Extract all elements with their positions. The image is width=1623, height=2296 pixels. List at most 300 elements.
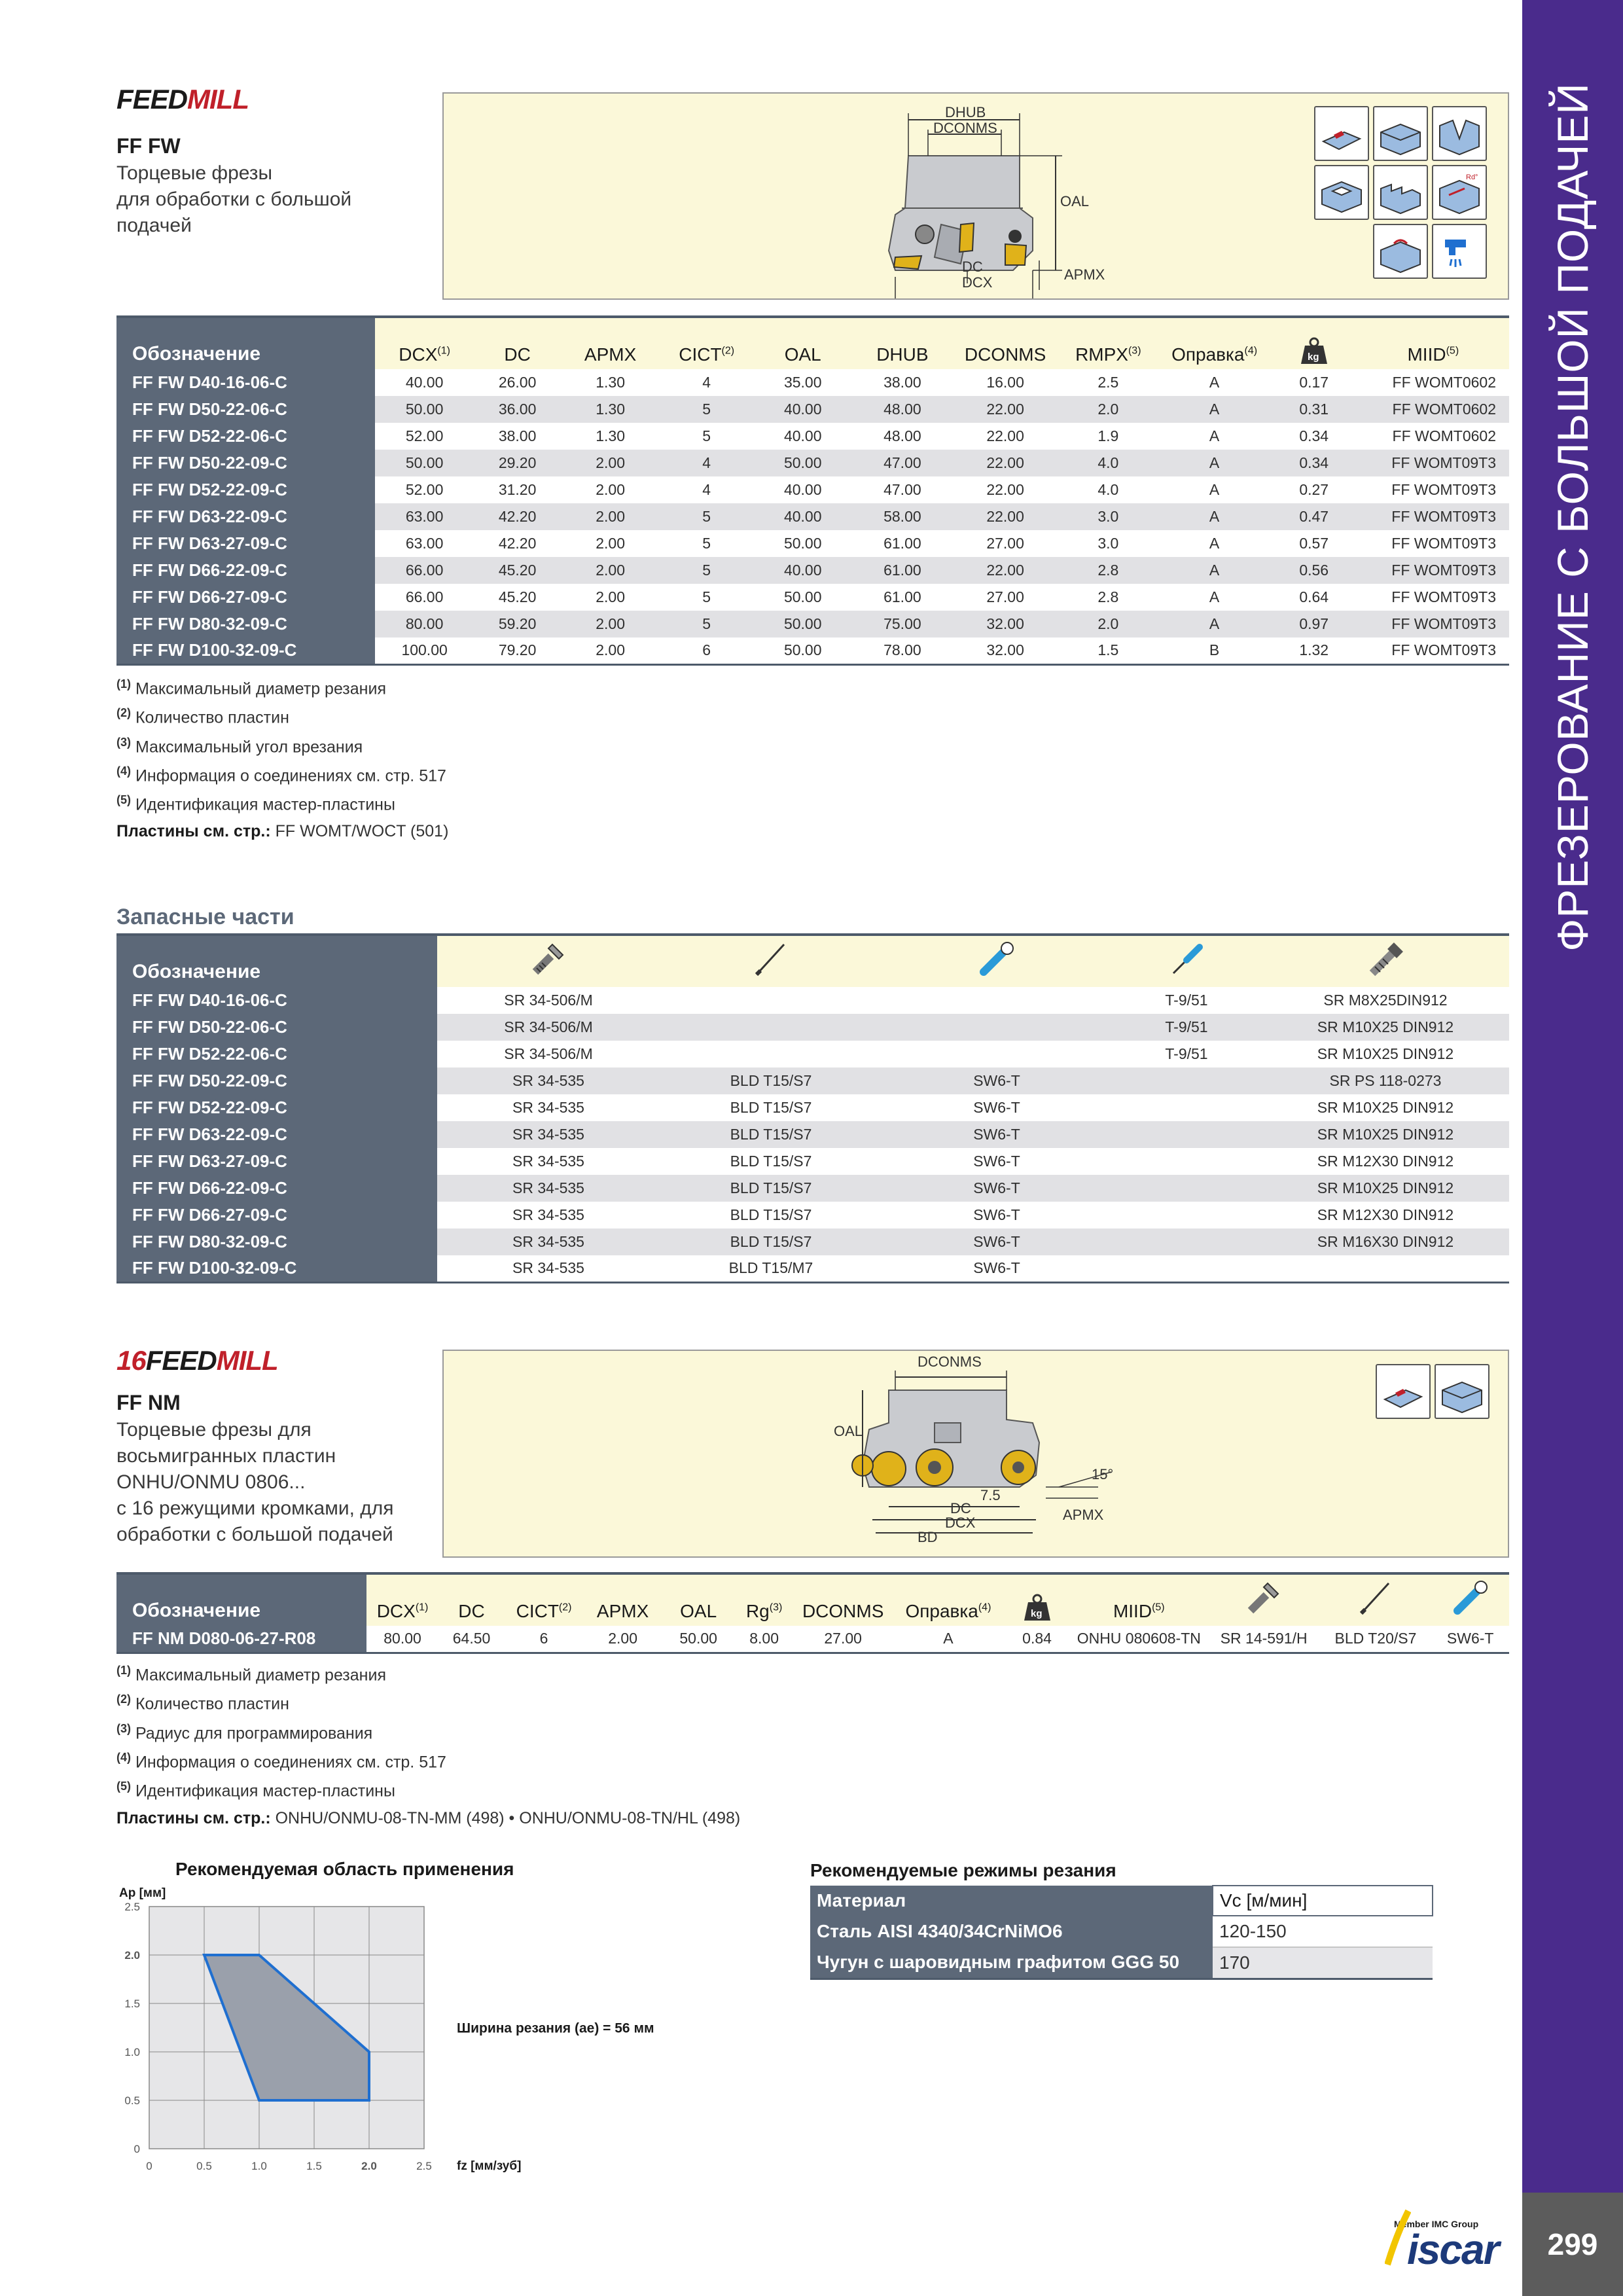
logo-mill-text: MILL [216, 1345, 278, 1376]
cell-dc: 38.00 [474, 423, 561, 450]
col-dconms: DCONMS [794, 1573, 893, 1626]
cell-name: FF FW D50-22-06-C [116, 1014, 437, 1041]
cell-name: FF FW D66-27-09-C [116, 1202, 437, 1229]
col-apmx: APMX [583, 1573, 662, 1626]
x-tick-label: 0 [146, 2160, 152, 2172]
dim-angle: 15° [1092, 1466, 1114, 1482]
col-name: Обозначение [116, 935, 437, 987]
cell-cict: 4 [660, 369, 753, 396]
cell-wrench [882, 1041, 1111, 1067]
col-dcx-label: DCX [376, 1601, 416, 1621]
table-row [116, 1255, 1509, 1282]
cell-wrench: SW6-T [882, 1255, 1111, 1282]
tool-diagram-panel [442, 1350, 1509, 1558]
cell-dhub: 58.00 [853, 503, 952, 530]
cell-driver [1111, 1094, 1262, 1121]
cell-dcx: 100.00 [375, 637, 474, 664]
cell-oal: 50.00 [753, 530, 853, 557]
cell-cict: 5 [660, 557, 753, 584]
coolant-icon [1432, 224, 1487, 279]
cell-kg: 0.34 [1271, 423, 1357, 450]
desc-line: ONHU/ONMU 0806... [116, 1471, 306, 1493]
col-arbor-label: Оправка [905, 1601, 978, 1621]
cell-arbor: A [1158, 611, 1270, 637]
cell-material: Чугун с шаровидным графитом GGG 50 [810, 1947, 1213, 1979]
cell-dc: 45.20 [474, 584, 561, 611]
cell-dcx: 66.00 [375, 584, 474, 611]
cell-dc: 64.50 [438, 1626, 504, 1653]
col-key [660, 935, 882, 987]
dim-radius: 7.5 [980, 1487, 1001, 1503]
cell-arbor: A [1158, 423, 1270, 450]
table-row [116, 1229, 1509, 1255]
cell-bolt: SR M10X25 DIN912 [1262, 1121, 1509, 1148]
cell-oal: 50.00 [662, 1626, 735, 1653]
ff-nm-spec-table [116, 1572, 1509, 1654]
step-milling-icon [1373, 165, 1428, 220]
col-dcx [375, 317, 474, 369]
dim-apmx: APMX [1063, 1507, 1104, 1523]
col-key [1320, 1573, 1432, 1626]
chart-title: Рекомендуемая область применения [175, 1859, 514, 1879]
cell-dconms: 27.00 [952, 530, 1058, 557]
col-dhub: DHUB [853, 317, 952, 369]
ff-fw-inserts-reference [116, 822, 448, 841]
footnote-ref: (1) [437, 345, 450, 357]
cell-miid: ONHU 080608-TN [1070, 1626, 1208, 1653]
cell-miid: FF WOMT09T3 [1357, 584, 1509, 611]
cell-dhub: 48.00 [853, 423, 952, 450]
table-row [116, 1067, 1509, 1094]
cell-cict: 5 [660, 530, 753, 557]
cell-bolt: SR M12X30 DIN912 [1262, 1148, 1509, 1175]
cell-screw: SR 34-535 [437, 1175, 660, 1202]
cell-screw: SR 34-535 [437, 1255, 660, 1282]
spare-parts-table-body [116, 987, 1509, 1282]
cell-driver [1111, 1067, 1262, 1094]
cell-cict: 4 [660, 476, 753, 503]
cell-dc: 45.20 [474, 557, 561, 584]
cell-vc: 120-150 [1213, 1916, 1433, 1947]
table-row [116, 1014, 1509, 1041]
cell-dconms: 32.00 [952, 611, 1058, 637]
cell-oal: 35.00 [753, 369, 853, 396]
footnote-mark: (2) [116, 706, 131, 720]
col-arbor [893, 1573, 1005, 1626]
cell-dcx: 66.00 [375, 557, 474, 584]
cell-dconms: 27.00 [952, 584, 1058, 611]
cell-cict: 5 [660, 611, 753, 637]
table-row [116, 503, 1509, 530]
cell-dhub: 75.00 [853, 611, 952, 637]
cell-apmx: 2.00 [561, 637, 660, 664]
cell-driver [1111, 1255, 1262, 1282]
col-driver [1111, 935, 1262, 987]
footnote-ref: (4) [978, 1602, 991, 1613]
table-row [116, 1202, 1509, 1229]
ff-fw-footnotes [116, 672, 446, 817]
tool-diagram-panel [442, 92, 1509, 300]
ramping-icon [1432, 165, 1487, 220]
cell-oal: 50.00 [753, 611, 853, 637]
face-milling-icon [1314, 106, 1369, 161]
footnote-ref: (3) [769, 1602, 783, 1613]
table-row [116, 584, 1509, 611]
cell-rmpx: 3.0 [1058, 503, 1158, 530]
cell-apmx: 2.00 [561, 557, 660, 584]
cell-rmpx: 2.0 [1058, 611, 1158, 637]
cell-name: FF FW D66-22-09-C [116, 1175, 437, 1202]
cell-screw: SR 34-535 [437, 1148, 660, 1175]
cell-dc: 59.20 [474, 611, 561, 637]
cell-wrench [882, 987, 1111, 1014]
ff-nm-inserts-reference [116, 1809, 740, 1828]
cell-dhub: 48.00 [853, 396, 952, 423]
cell-screw: SR 34-535 [437, 1229, 660, 1255]
cell-kg: 0.97 [1271, 611, 1357, 637]
footnote-ref: (5) [1446, 345, 1459, 357]
table-row [116, 611, 1509, 637]
member-group-text: Member IMC Group [1394, 2219, 1479, 2229]
cell-rmpx: 1.5 [1058, 637, 1158, 664]
col-dconms: DCONMS [952, 317, 1058, 369]
page-number: 299 [1547, 2227, 1598, 2261]
footnote-ref: (3) [1128, 345, 1141, 357]
cell-dcx: 50.00 [375, 450, 474, 476]
spare-parts-title: Запасные части [116, 905, 294, 929]
dim-dcx: DCX [962, 274, 993, 291]
cell-key: BLD T15/S7 [660, 1148, 882, 1175]
cell-wrench: SW6-T [882, 1202, 1111, 1229]
cell-dc: 42.20 [474, 503, 561, 530]
footnote-text: Радиус для программирования [135, 1723, 373, 1742]
cell-arbor: B [1158, 637, 1270, 664]
col-miid [1070, 1573, 1208, 1626]
cell-bolt: SR M10X25 DIN912 [1262, 1175, 1509, 1202]
cell-driver [1111, 1148, 1262, 1175]
cell-kg: 0.56 [1271, 557, 1357, 584]
cell-dcx: 52.00 [375, 423, 474, 450]
col-screw [437, 935, 660, 987]
cell-apmx: 2.00 [561, 503, 660, 530]
footnote [116, 1774, 446, 1803]
cell-key: BLD T15/M7 [660, 1255, 882, 1282]
cell-dhub: 78.00 [853, 637, 952, 664]
screwdriver-icon [1167, 939, 1206, 978]
cell-apmx: 2.00 [561, 450, 660, 476]
cell-apmx: 1.30 [561, 369, 660, 396]
col-apmx: APMX [561, 317, 660, 369]
cell-apmx: 2.00 [561, 530, 660, 557]
x-tick-label: 1.5 [306, 2160, 322, 2172]
table-row [116, 369, 1509, 396]
cell-bolt [1262, 1255, 1509, 1282]
cell-key: BLD T20/S7 [1320, 1626, 1432, 1653]
footnote-ref: (1) [415, 1602, 429, 1613]
cell-apmx: 1.30 [561, 396, 660, 423]
cell-rmpx: 1.9 [1058, 423, 1158, 450]
x-tick-label: 1.0 [251, 2160, 267, 2172]
helical-interpolation-icon [1373, 224, 1428, 279]
cell-name: FF FW D63-22-09-C [116, 503, 375, 530]
cell-name: FF FW D63-22-09-C [116, 1121, 437, 1148]
cell-rmpx: 2.5 [1058, 369, 1158, 396]
application-area-chart [116, 1877, 771, 2185]
weight-unit: kg [1030, 1608, 1043, 1619]
table-row [116, 423, 1509, 450]
cell-key: BLD T15/S7 [660, 1175, 882, 1202]
cell-miid: FF WOMT0602 [1357, 369, 1509, 396]
product-code: FF FW [116, 134, 181, 158]
cell-dconms: 32.00 [952, 637, 1058, 664]
y-tick-label: 1.5 [124, 1998, 140, 2010]
dim-dcx: DCX [945, 1515, 976, 1531]
y-tick-label: 0.5 [124, 2094, 140, 2107]
cell-oal: 40.00 [753, 503, 853, 530]
footnote-text: Информация о соединениях см. стр. 517 [135, 766, 446, 785]
cell-dcx: 40.00 [375, 369, 474, 396]
cell-kg: 1.32 [1271, 637, 1357, 664]
page-number-box [1522, 2193, 1623, 2296]
footnote-text: Количество пластин [135, 1695, 289, 1713]
footnote-text: Идентификация мастер-пластины [135, 795, 395, 814]
cell-dc: 29.20 [474, 450, 561, 476]
y-tick-label: 2.5 [124, 1901, 140, 1913]
cell-dhub: 61.00 [853, 557, 952, 584]
cell-name: FF FW D100-32-09-C [116, 637, 375, 664]
logo-feed-text: FEED [145, 1345, 217, 1376]
iscar-logo: iscar [1407, 2226, 1499, 2273]
inserts-link[interactable]: ONHU/ONMU-08-TN-MM (498) • ONHU/ONMU-08-TN/HL (498) [275, 1809, 741, 1827]
cell-apmx: 1.30 [561, 423, 660, 450]
table-row [116, 450, 1509, 476]
footnote-text: Идентификация мастер-пластины [135, 1782, 395, 1801]
logo-16-text: 16 [116, 1345, 146, 1376]
col-dc: DC [474, 317, 561, 369]
table-row [810, 1947, 1433, 1979]
cell-arbor: A [1158, 369, 1270, 396]
y-axis-label: Ap [мм] [119, 1886, 166, 1900]
col-screw [1208, 1573, 1320, 1626]
cell-apmx: 2.00 [561, 476, 660, 503]
col-cict-label: CICT [679, 344, 722, 365]
cell-rmpx: 2.0 [1058, 396, 1158, 423]
col-vc: Vc [м/мин] [1213, 1886, 1433, 1916]
desc-line: для обработки с большой [116, 188, 352, 210]
screw-icon [529, 939, 568, 978]
spare-parts-table [116, 933, 1509, 1283]
cell-name: FF FW D52-22-06-C [116, 423, 375, 450]
cell-name: FF FW D52-22-09-C [116, 1094, 437, 1121]
footnote-mark: (5) [116, 1780, 131, 1793]
cutting-conditions-table [810, 1885, 1433, 1980]
cell-dconms: 22.00 [952, 450, 1058, 476]
cell-key: BLD T15/S7 [660, 1229, 882, 1255]
cell-apmx: 2.00 [583, 1626, 662, 1653]
y-tick-label: 1.0 [124, 2046, 140, 2058]
table-row [116, 557, 1509, 584]
cell-dconms: 22.00 [952, 396, 1058, 423]
col-weight [1004, 1573, 1069, 1626]
x-tick-label: 2.0 [361, 2160, 377, 2172]
torx-key-icon [751, 939, 791, 978]
cell-arbor: A [1158, 530, 1270, 557]
cell-wrench: SW6-T [882, 1121, 1111, 1148]
x-tick-label: 0.5 [196, 2160, 212, 2172]
table-row [116, 637, 1509, 664]
cell-name: FF FW D80-32-09-C [116, 1229, 437, 1255]
col-dc: DC [438, 1573, 504, 1626]
cell-dcx: 80.00 [366, 1626, 439, 1653]
dim-oal: OAL [1060, 193, 1090, 209]
cell-kg: 0.27 [1271, 476, 1357, 503]
shoulder-milling-icon [1373, 106, 1428, 161]
footnote-ref: (5) [1152, 1602, 1165, 1613]
cell-kg: 0.31 [1271, 396, 1357, 423]
cell-driver: T-9/51 [1111, 1014, 1262, 1041]
logo-mill-text: MILL [187, 84, 249, 115]
inserts-link[interactable]: FF WOMT/WOCT (501) [275, 822, 449, 840]
table-row [116, 987, 1509, 1014]
cell-wrench: SW6-T [882, 1175, 1111, 1202]
cell-rmpx: 3.0 [1058, 530, 1158, 557]
cell-cict: 4 [660, 450, 753, 476]
cell-cict: 5 [660, 584, 753, 611]
cell-dcx: 80.00 [375, 611, 474, 637]
table-row [116, 530, 1509, 557]
cell-miid: FF WOMT09T3 [1357, 476, 1509, 503]
cell-dcx: 50.00 [375, 396, 474, 423]
cell-oal: 40.00 [753, 396, 853, 423]
cell-name: FF FW D50-22-09-C [116, 1067, 437, 1094]
cell-kg: 0.17 [1271, 369, 1357, 396]
cell-miid: FF WOMT0602 [1357, 396, 1509, 423]
cell-miid: FF WOMT0602 [1357, 423, 1509, 450]
footnote [116, 701, 446, 730]
cell-miid: FF WOMT09T3 [1357, 557, 1509, 584]
cell-name: FF FW D52-22-06-C [116, 1041, 437, 1067]
chart-annotation: Ширина резания (ae) = 56 мм [457, 2020, 654, 2036]
cell-wrench: SW6-T [882, 1148, 1111, 1175]
footnote [116, 788, 446, 817]
cell-miid: FF WOMT09T3 [1357, 637, 1509, 664]
col-arbor-label: Оправка [1171, 344, 1245, 365]
cell-bolt: SR M10X25 DIN912 [1262, 1041, 1509, 1067]
footnote-mark: (2) [116, 1693, 131, 1706]
table-row [116, 1094, 1509, 1121]
cell-driver [1111, 1175, 1262, 1202]
cell-dconms: 16.00 [952, 369, 1058, 396]
cutting-conditions-title: Рекомендуемые режимы резания [810, 1860, 1116, 1880]
cell-key: BLD T15/S7 [660, 1202, 882, 1229]
col-rg [734, 1573, 793, 1626]
cell-kg: 0.64 [1271, 584, 1357, 611]
product-description [116, 1417, 394, 1548]
cell-material: Сталь AISI 4340/34CrNiMO6 [810, 1916, 1213, 1947]
col-rg-label: Rg [745, 1601, 770, 1621]
cell-driver [1111, 1121, 1262, 1148]
cell-rmpx: 2.8 [1058, 584, 1158, 611]
cell-name: FF FW D52-22-09-C [116, 476, 375, 503]
face-milling-icon [1376, 1364, 1431, 1419]
desc-line: с 16 режущими кромками, для [116, 1498, 394, 1519]
cell-bolt: SR M16X30 DIN912 [1262, 1229, 1509, 1255]
col-miid [1357, 317, 1509, 369]
cell-bolt: SR M12X30 DIN912 [1262, 1202, 1509, 1229]
cell-driver [1111, 1202, 1262, 1229]
x-tick-label: 2.5 [416, 2160, 432, 2172]
ff-nm-footnotes [116, 1659, 446, 1804]
cell-name: FF NM D080-06-27-R08 [116, 1626, 366, 1653]
cell-kg: 0.34 [1271, 450, 1357, 476]
y-tick-label: 2.0 [124, 1949, 140, 1962]
weight-unit: kg [1307, 351, 1319, 363]
col-oal: OAL [753, 317, 853, 369]
footnote-mark: (1) [116, 1664, 131, 1677]
footnote-mark: (4) [116, 1750, 131, 1764]
dim-dc: DC [950, 1500, 971, 1516]
cell-rmpx: 4.0 [1058, 450, 1158, 476]
table-row [116, 396, 1509, 423]
cell-wrench: SW6-T [1431, 1626, 1509, 1653]
cell-arbor: A [1158, 396, 1270, 423]
desc-line: подачей [116, 215, 192, 236]
cell-wrench [882, 1014, 1111, 1041]
inserts-label: Пластины см. стр.: [116, 1809, 271, 1827]
col-cict-label: CICT [516, 1601, 559, 1621]
cell-oal: 40.00 [753, 476, 853, 503]
cell-wrench: SW6-T [882, 1229, 1111, 1255]
cell-key [660, 1041, 882, 1067]
logo-feed-text: FEED [116, 84, 188, 115]
cell-key: BLD T15/S7 [660, 1067, 882, 1094]
desc-line: Торцевые фрезы [116, 162, 273, 184]
cell-bolt: SR PS 118-0273 [1262, 1067, 1509, 1094]
cell-cict: 5 [660, 396, 753, 423]
cell-screw: SR 34-506/M [437, 987, 660, 1014]
footnote-text: Максимальный угол врезания [135, 737, 363, 756]
table-row [116, 1148, 1509, 1175]
cell-rg: 8.00 [734, 1626, 793, 1653]
cell-dhub: 61.00 [853, 584, 952, 611]
cell-dc: 36.00 [474, 396, 561, 423]
cell-dhub: 61.00 [853, 530, 952, 557]
col-material: Материал [810, 1886, 1213, 1916]
cell-screw: SR 34-535 [437, 1202, 660, 1229]
cell-apmx: 2.00 [561, 611, 660, 637]
cell-name: FF FW D100-32-09-C [116, 1255, 437, 1282]
col-cict [660, 317, 753, 369]
table-row [116, 1175, 1509, 1202]
col-miid-label: MIID [1113, 1601, 1152, 1621]
footnote-text: Максимальный диаметр резания [135, 679, 386, 698]
cell-name: FF FW D66-22-09-C [116, 557, 375, 584]
torx-key-icon [1356, 1578, 1395, 1617]
table-row [116, 1041, 1509, 1067]
col-oal: OAL [662, 1573, 735, 1626]
footnote [116, 1717, 446, 1746]
footnote-mark: (4) [116, 764, 131, 778]
cell-bolt: SR M10X25 DIN912 [1262, 1094, 1509, 1121]
cell-dconms: 22.00 [952, 557, 1058, 584]
desc-line: восьмигранных пластин [116, 1445, 336, 1467]
cell-dcx: 63.00 [375, 503, 474, 530]
cell-name: FF FW D40-16-06-C [116, 369, 375, 396]
desc-line: Торцевые фрезы для [116, 1419, 312, 1441]
cell-bolt: SR M8X25DIN912 [1262, 987, 1509, 1014]
milling-cutter-drawing [444, 1351, 1508, 1556]
cell-dconms: 27.00 [794, 1626, 893, 1653]
